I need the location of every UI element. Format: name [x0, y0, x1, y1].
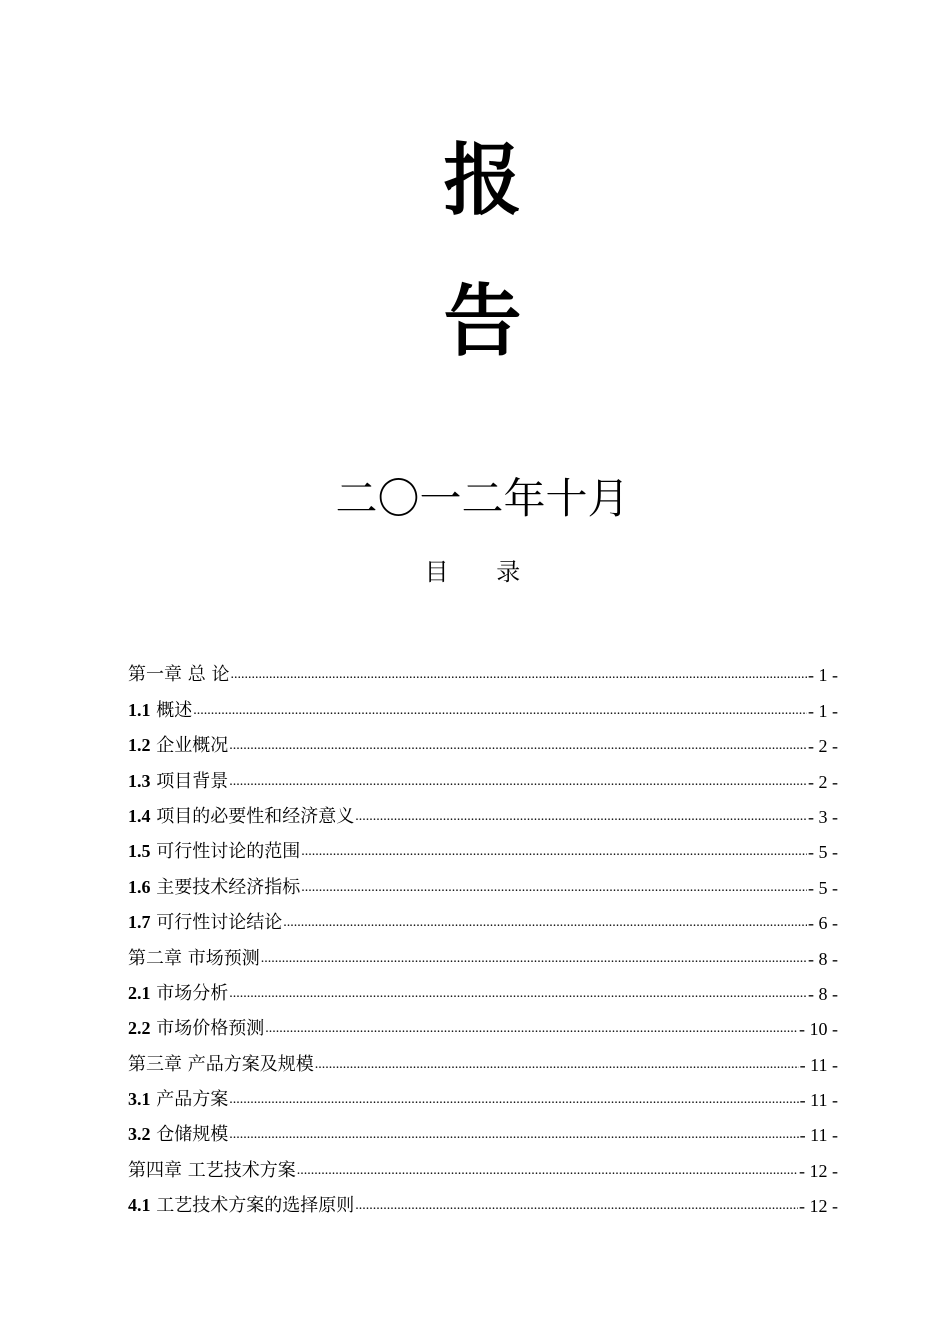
toc-entry-page: - 2 -	[808, 771, 838, 792]
toc-leader-dots	[229, 739, 807, 753]
toc-entry-page: - 1 -	[808, 700, 838, 721]
toc-entry-page: - 3 -	[808, 806, 838, 827]
toc-entry-title: 第一章 总 论	[128, 664, 230, 686]
toc-entry-title: 1.5 可行性讨论的范围	[128, 841, 301, 863]
toc-leader-dots	[315, 1058, 799, 1072]
toc-entry-page: - 12 -	[799, 1160, 838, 1181]
toc-entry[interactable]	[128, 797, 838, 832]
toc-entry[interactable]	[128, 832, 838, 867]
toc-leader-dots	[193, 704, 807, 718]
title-char-2: 告	[443, 276, 522, 367]
toc-entry-title: 1.2 企业概况	[128, 735, 229, 757]
toc-entry-title: 3.2 仓储规模	[128, 1124, 229, 1146]
toc-entry[interactable]	[128, 1115, 838, 1150]
toc-entry[interactable]	[128, 1186, 838, 1221]
toc-leader-dots	[355, 810, 807, 824]
toc-entry-title: 1.4 项目的必要性和经济意义	[128, 805, 355, 827]
toc-leader-dots	[229, 775, 807, 789]
toc-entry[interactable]	[128, 1044, 838, 1079]
toc-entry-title: 1.6 主要技术经济指标	[128, 876, 301, 898]
toc-entry-page: - 1 -	[808, 665, 838, 686]
toc-entry[interactable]	[128, 974, 838, 1009]
toc-entry[interactable]	[128, 938, 838, 973]
toc-entry[interactable]	[128, 867, 838, 902]
toc-entry-title: 1.1 概述	[128, 699, 193, 721]
toc-entry-page: - 6 -	[808, 913, 838, 934]
toc-leader-dots	[297, 1164, 798, 1178]
toc-leader-dots	[301, 881, 807, 895]
toc-entry-title: 3.1 产品方案	[128, 1089, 229, 1111]
toc-entry[interactable]	[128, 903, 838, 938]
title-char-1: 报	[443, 135, 522, 226]
toc-entry-page: - 5 -	[808, 877, 838, 898]
toc-heading: 目 录	[424, 558, 541, 586]
toc-entry[interactable]	[128, 655, 838, 690]
toc-entry-title: 2.1 市场分析	[128, 982, 229, 1004]
toc-entry-title: 4.1 工艺技术方案的选择原则	[128, 1195, 355, 1217]
toc-entry-title: 第三章 产品方案及规模	[128, 1053, 314, 1075]
toc-leader-dots	[283, 916, 807, 930]
toc-entry-page: - 12 -	[799, 1196, 838, 1217]
toc-entry-title: 第四章 工艺技术方案	[128, 1159, 296, 1181]
toc-entry-title: 第二章 市场预测	[128, 947, 260, 969]
toc-entry-page: - 11 -	[799, 1125, 838, 1146]
toc-entry-title: 1.3 项目背景	[128, 770, 229, 792]
toc-entry-page: - 8 -	[808, 948, 838, 969]
toc-entry[interactable]	[128, 761, 838, 796]
toc-entry-page: - 11 -	[799, 1090, 838, 1111]
toc-entry-page: - 10 -	[799, 1019, 838, 1040]
toc-leader-dots	[230, 668, 807, 682]
toc-leader-dots	[229, 987, 807, 1001]
toc-entry-page: - 5 -	[808, 842, 838, 863]
report-date: 二〇一二年十月	[335, 474, 630, 523]
toc-entry[interactable]	[128, 1150, 838, 1185]
toc-entry-page: - 11 -	[799, 1054, 838, 1075]
toc-entry-page: - 8 -	[808, 983, 838, 1004]
toc-leader-dots	[265, 1022, 798, 1036]
toc-leader-dots	[229, 1128, 798, 1142]
table-of-contents	[128, 655, 838, 1221]
toc-entry-title: 1.7 可行性讨论结论	[128, 912, 283, 934]
toc-entry-page: - 2 -	[808, 736, 838, 757]
toc-entry[interactable]	[128, 1009, 838, 1044]
toc-entry[interactable]	[128, 726, 838, 761]
toc-leader-dots	[229, 1093, 798, 1107]
toc-leader-dots	[301, 845, 807, 859]
toc-entry[interactable]	[128, 690, 838, 725]
toc-leader-dots	[355, 1199, 798, 1213]
toc-entry[interactable]	[128, 1080, 838, 1115]
toc-leader-dots	[261, 952, 807, 966]
toc-entry-title: 2.2 市场价格预测	[128, 1018, 265, 1040]
